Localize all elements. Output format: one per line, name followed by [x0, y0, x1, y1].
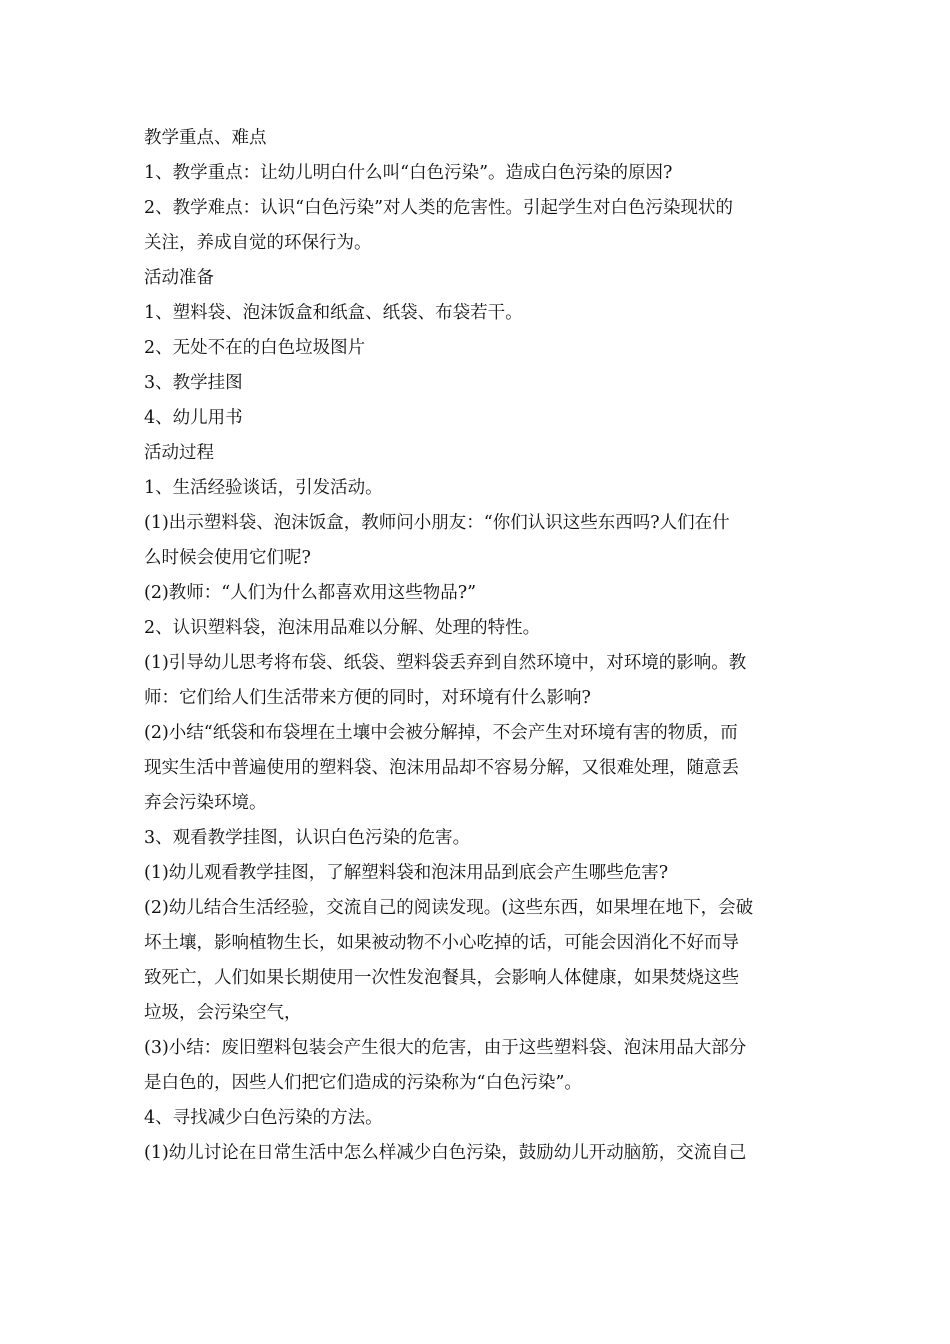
document-body: [144, 121, 810, 1171]
text-line: (3)小结：废旧塑料包装会产生很大的危害，由于这些塑料袋、泡沫用品大部分: [144, 1038, 747, 1058]
text-line: 2、认识塑料袋，泡沫用品难以分解、处理的特性。: [144, 618, 541, 638]
text-line: (1)引导幼儿思考将布袋、纸袋、塑料袋丢弃到自然环境中，对环境的影响。教: [144, 653, 747, 673]
text-line: 关注，养成自觉的环保行为。: [144, 233, 372, 253]
section-heading-key-points: 教学重点、难点: [144, 128, 267, 148]
text-line: 么时候会使用它们呢?: [144, 548, 311, 568]
list-item: 2、无处不在的白色垃圾图片: [144, 338, 366, 358]
text-line: 坏土壤，影响植物生长，如果被动物不小心吃掉的话，可能会因消化不好而导: [144, 933, 739, 953]
text-line: 是白色的，因些人们把它们造成的污染称为“白色污染”。: [144, 1073, 582, 1093]
text-line: (2)小结“纸袋和布袋埋在土壤中会被分解掉，不会产生对环境有害的物质，而: [144, 723, 738, 743]
text-line: 1、生活经验谈话，引发活动。: [144, 478, 383, 498]
text-line: 垃圾，会污染空气，: [144, 1003, 302, 1023]
text-line: (1)出示塑料袋、泡沫饭盒，教师问小朋友：“你们认识这些东西吗?人们在什: [144, 513, 730, 533]
text-line: (1)幼儿讨论在日常生活中怎么样减少白色污染，鼓励幼儿开动脑筋，交流自己: [144, 1143, 747, 1163]
list-item: 4、幼儿用书: [144, 408, 243, 428]
text-line: 现实生活中普遍使用的塑料袋、泡沫用品却不容易分解，又很难处理，随意丢: [144, 758, 739, 778]
text-line: 师：它们给人们生活带来方便的同时，对环境有什么影响?: [144, 688, 591, 708]
section-heading-preparation: 活动准备: [144, 268, 214, 288]
text-line: 2、教学难点：认识“白色污染”对人类的危害性。引起学生对白色污染现状的: [144, 198, 734, 218]
text-line: 1、教学重点：让幼儿明白什么叫“白色污染”。造成白色污染的原因?: [144, 163, 673, 183]
text-line: (1)幼儿观看教学挂图，了解塑料袋和泡沫用品到底会产生哪些危害?: [144, 863, 669, 883]
text-line: (2)幼儿结合生活经验，交流自己的阅读发现。(这些东西，如果埋在地下，会破: [144, 898, 754, 918]
list-item: 1、塑料袋、泡沫饭盒和纸盒、纸袋、布袋若干。: [144, 303, 523, 323]
list-item: 3、教学挂图: [144, 373, 243, 393]
section-heading-process: 活动过程: [144, 443, 214, 463]
text-line: 3、观看教学挂图，认识白色污染的危害。: [144, 828, 471, 848]
text-line: 弃会污染环境。: [144, 793, 267, 813]
text-line: 4、寻找减少白色污染的方法。: [144, 1108, 383, 1128]
text-line: (2)教师：“人们为什么都喜欢用这些物品?”: [144, 583, 477, 603]
text-line: 致死亡，人们如果长期使用一次性发泡餐具，会影响人体健康，如果焚烧这些: [144, 968, 739, 988]
